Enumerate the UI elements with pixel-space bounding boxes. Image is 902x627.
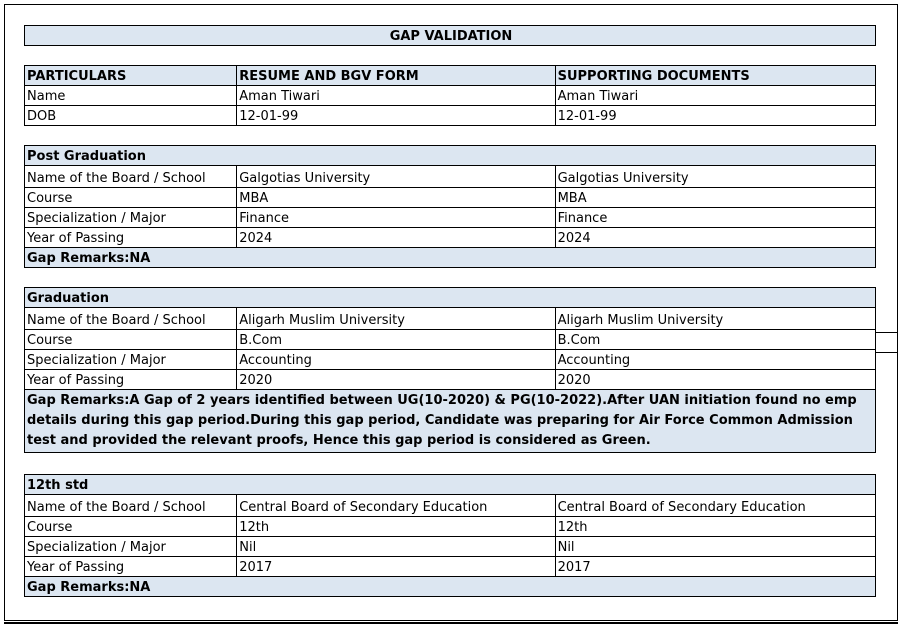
row-label: Course (25, 330, 237, 350)
table-row (25, 370, 876, 390)
resume-value: 12-01-99 (237, 106, 555, 126)
table-row (25, 330, 876, 350)
header-supporting-docs: SUPPORTING DOCUMENTS (555, 66, 875, 86)
docs-value: 12-01-99 (555, 106, 875, 126)
header-particulars: PARTICULARS (25, 66, 237, 86)
resume-value: 2017 (237, 557, 555, 577)
docs-value: B.Com (555, 330, 875, 350)
resume-value: B.Com (237, 330, 555, 350)
table-row (25, 106, 876, 126)
docs-value: Nil (555, 537, 875, 557)
row-label: Course (25, 188, 237, 208)
title-table (24, 25, 876, 46)
table-row (25, 86, 876, 106)
resume-value: Accounting (237, 350, 555, 370)
gap-remarks: Gap Remarks:NA (25, 248, 876, 268)
docs-value: MBA (555, 188, 875, 208)
docs-value: 12th (555, 517, 875, 537)
twelfth-table (24, 474, 876, 597)
docs-value: Aman Tiwari (555, 86, 875, 106)
row-label: Name of the Board / School (25, 166, 237, 188)
resume-value: Central Board of Secondary Education (237, 495, 555, 517)
row-label: Year of Passing (25, 370, 237, 390)
row-label: Name of the Board / School (25, 495, 237, 517)
docs-value: 2017 (555, 557, 875, 577)
table-row (25, 308, 876, 330)
row-label: Name (25, 86, 237, 106)
table-row (25, 350, 876, 370)
docs-value: Finance (555, 208, 875, 228)
resume-value: 2024 (237, 228, 555, 248)
page-title: GAP VALIDATION (25, 26, 876, 46)
row-label: Specialization / Major (25, 537, 237, 557)
row-label: Year of Passing (25, 557, 237, 577)
post-graduation-table (24, 145, 876, 268)
resume-value: MBA (237, 188, 555, 208)
gridline-stub (876, 332, 898, 333)
gridline-stub (876, 352, 898, 353)
row-label: DOB (25, 106, 237, 126)
gap-remarks: Gap Remarks:A Gap of 2 years identified between UG(10-2020) & PG(10-2022).After UAN initiation found no emp details during this gap period.During this gap period, Candidate was preparing for Air Force Common Admission test and provided the relevant proofs, Hence this gap period is considered as Green. (25, 390, 876, 453)
docs-value: Accounting (555, 350, 875, 370)
row-label: Course (25, 517, 237, 537)
table-row (25, 188, 876, 208)
resume-value: Aligarh Muslim University (237, 308, 555, 330)
table-row (25, 495, 876, 517)
docs-value: 2024 (555, 228, 875, 248)
docs-value: Aligarh Muslim University (555, 308, 875, 330)
header-resume-bgv: RESUME AND BGV FORM (237, 66, 555, 86)
docs-value: 2020 (555, 370, 875, 390)
row-label: Name of the Board / School (25, 308, 237, 330)
table-row (25, 208, 876, 228)
resume-value: 2020 (237, 370, 555, 390)
docs-value: Central Board of Secondary Education (555, 495, 875, 517)
gap-remarks: Gap Remarks:NA (25, 577, 876, 597)
row-label: Specialization / Major (25, 208, 237, 228)
resume-value: Aman Tiwari (237, 86, 555, 106)
resume-value: 12th (237, 517, 555, 537)
resume-value: Galgotias University (237, 166, 555, 188)
column-header-row (25, 66, 876, 86)
resume-value: Finance (237, 208, 555, 228)
table-row (25, 557, 876, 577)
row-label: Year of Passing (25, 228, 237, 248)
row-label: Specialization / Major (25, 350, 237, 370)
graduation-table (24, 287, 876, 453)
section-heading: Graduation (25, 288, 876, 308)
section-heading: 12th std (25, 475, 876, 495)
section-heading: Post Graduation (25, 146, 876, 166)
table-row (25, 166, 876, 188)
docs-value: Galgotias University (555, 166, 875, 188)
table-row (25, 517, 876, 537)
resume-value: Nil (237, 537, 555, 557)
particulars-table (24, 65, 876, 126)
sheet-bottom-border (4, 622, 898, 624)
table-row (25, 228, 876, 248)
table-row (25, 537, 876, 557)
